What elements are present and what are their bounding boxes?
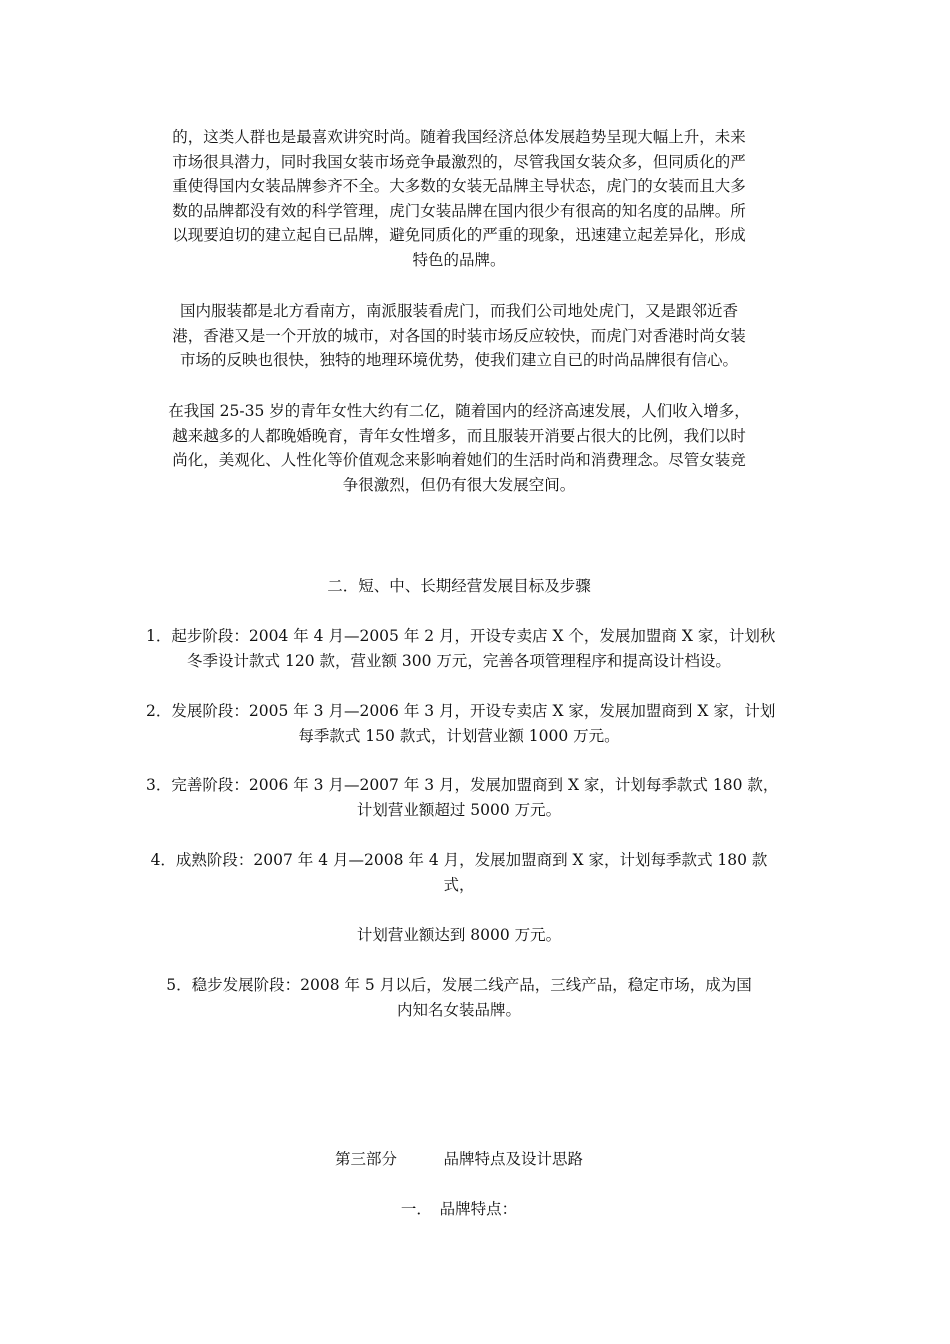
text-line: 每季款式 150 款式，计划营业额 1000 万元。 bbox=[298, 726, 620, 745]
text-line: 的，这类人群也是最喜欢讲究时尚。随着我国经济总体发展趋势呈现大幅上升，未来 bbox=[172, 128, 746, 146]
part-three-heading: 第三部分 品牌特点及设计思路 bbox=[334, 1150, 583, 1168]
text-line: 港，香港又是一个开放的城市，对各国的时装市场反应较快，而虎门对香港时尚女装 bbox=[172, 326, 746, 345]
text-line: 式， bbox=[443, 875, 475, 894]
text-line: 4．成熟阶段：2007 年 4 月—2008 年 4 月，发展加盟商到 X 家，计划每季款式 180 款 bbox=[150, 851, 768, 869]
text-line: 内知名女装品牌。 bbox=[396, 1000, 521, 1019]
goal-step-2 bbox=[146, 699, 776, 748]
brand-features-subheading: 一． 品牌特点： bbox=[400, 1200, 518, 1218]
text-line: 以现要迫切的建立起自已品牌，避免同质化的严重的现象，迅速建立起差异化，形成 bbox=[172, 226, 746, 244]
text-line: 市场的反映也很快，独特的地理环境优势，使我们建立自已的时尚品牌很有信心。 bbox=[179, 351, 738, 369]
text-line: 2．发展阶段：2005 年 3 月—2006 年 3 月，开设专卖店 X 家，发展加盟商到 X 家，计划 bbox=[146, 702, 776, 720]
text-line: 计划营业额超过 5000 万元。 bbox=[356, 800, 562, 819]
text-line: 市场很具潜力，同时我国女装市场竞争最激烈的，尽管我国女装众多，但同质化的严 bbox=[172, 152, 746, 171]
text-line: 尚化，美观化、人性化等价值观念来影响着她们的生活时尚和消费理念。尽管女装竞 bbox=[172, 451, 746, 469]
paragraph-location-advantage bbox=[146, 299, 772, 373]
goal-step-3 bbox=[146, 773, 779, 822]
text-line: 1．起步阶段：2004 年 4 月—2005 年 2 月，开设专卖店 X 个，发展加盟商 X 家，计划秋 bbox=[146, 627, 776, 645]
text-line: 在我国 25-35 岁的青年女性大约有二亿，随着国内的经济高速发展，人们收入增多， bbox=[168, 402, 750, 420]
goal-step-5 bbox=[146, 973, 772, 1022]
goal-step-4 bbox=[146, 848, 772, 897]
text-line: 3．完善阶段：2006 年 3 月—2007 年 3 月，发展加盟商到 X 家，计划每季款式 180 款， bbox=[146, 776, 779, 794]
paragraph-target-market bbox=[146, 399, 772, 497]
goal-step-1 bbox=[146, 624, 776, 673]
text-line: 冬季设计款式 120 款，营业额 300 万元，完善各项管理程序和提高设计档设。 bbox=[187, 651, 731, 670]
text-line: 越来越多的人都晚婚晚育，青年女性增多，而且服装开消要占很大的比例，我们以时 bbox=[172, 426, 746, 445]
text-line: 5．稳步发展阶段：2008 年 5 月以后，发展二线产品，三线产品，稳定市场，成为国 bbox=[166, 976, 752, 994]
text-line: 国内服装都是北方看南方，南派服装看虎门，而我们公司地处虎门，又是跟邻近香 bbox=[179, 302, 738, 320]
text-line: 重使得国内女装品牌参齐不全。大多数的女装无品牌主导状态，虎门的女装而且大多 bbox=[172, 177, 746, 195]
paragraph-market-potential bbox=[146, 125, 772, 272]
goal-step-4-continued bbox=[146, 923, 772, 948]
section-heading-goals: 二．短、中、长期经营发展目标及步骤 bbox=[327, 577, 591, 595]
text-line: 争很激烈，但仍有很大发展空间。 bbox=[342, 475, 576, 494]
text-line: 计划营业额达到 8000 万元。 bbox=[356, 926, 562, 944]
text-line: 特色的品牌。 bbox=[412, 250, 506, 269]
text-line: 数的品牌都没有效的科学管理，虎门女装品牌在国内很少有很高的知名度的品牌。所 bbox=[172, 201, 746, 220]
